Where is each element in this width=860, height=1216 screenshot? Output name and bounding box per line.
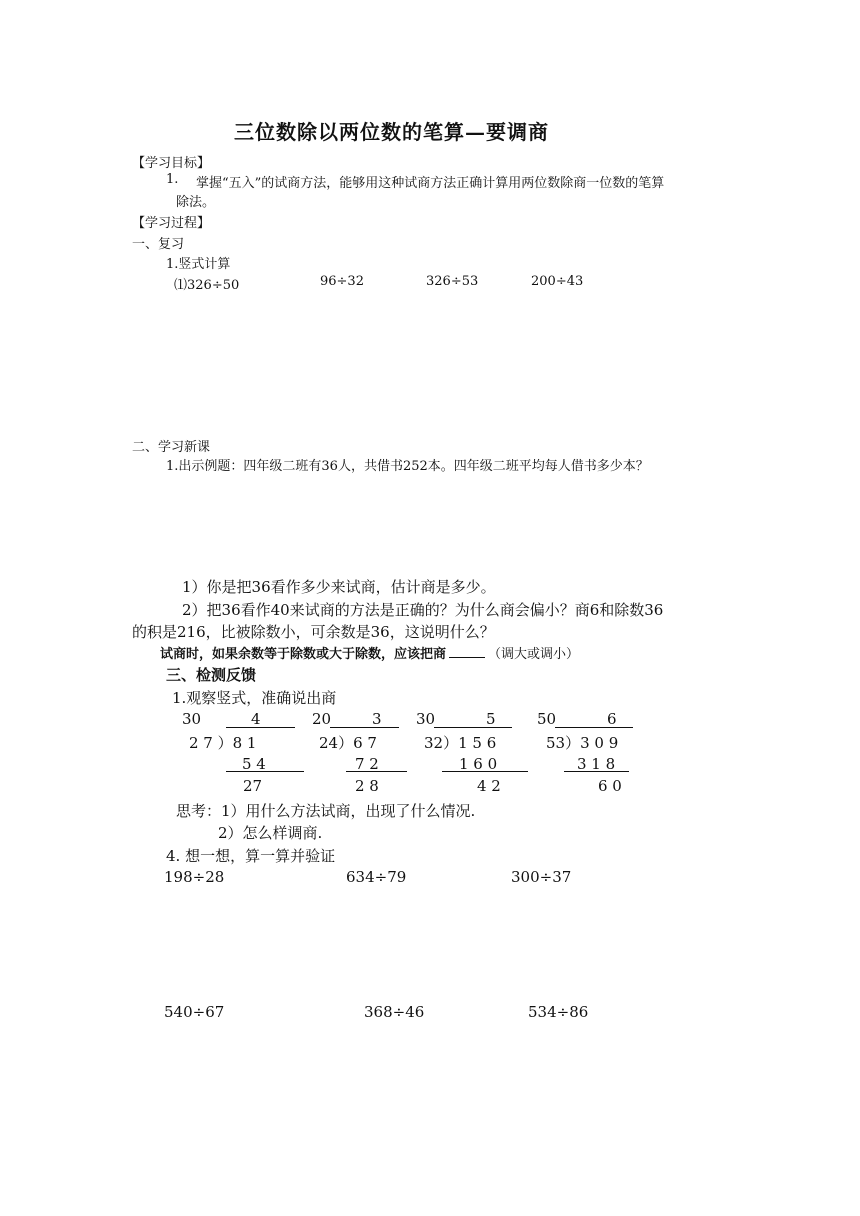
- division-2-quotient: 3: [372, 710, 382, 728]
- division-3-product-line: [442, 771, 528, 772]
- objective-text-line2: 除法。: [176, 195, 216, 210]
- new-lesson-heading: 二、学习新课: [132, 440, 211, 455]
- division-2-trial: 20: [312, 710, 332, 728]
- review-sub: 1.竖式计算: [166, 257, 231, 272]
- review-problem-4: 200÷43: [531, 274, 584, 289]
- division-4-remainder: 6 0: [598, 777, 622, 795]
- practice-problem-1: 198÷28: [164, 868, 225, 886]
- division-2-quotient-line: [330, 727, 399, 728]
- division-1-divisor-dividend: 2 7 ）8 1: [189, 734, 257, 752]
- division-1-product-line: [226, 771, 304, 772]
- question-1: 1）你是把36看作多少来试商，估计商是多少。: [182, 578, 496, 596]
- practice-problem-3: 300÷37: [511, 868, 572, 886]
- division-3-quotient: 5: [486, 710, 496, 728]
- review-problem-2: 96÷32: [320, 274, 364, 289]
- example-problem: 1.出示例题：四年级二班有36人，共借书252本。四年级二班平均每人借书多少本？: [166, 459, 649, 474]
- process-heading: 【学习过程】: [132, 216, 211, 231]
- practice-problem-4: 540÷67: [164, 1003, 225, 1021]
- division-3-trial: 30: [416, 710, 436, 728]
- division-2-remainder: 2 8: [355, 777, 379, 795]
- division-4-quotient: 6: [607, 710, 617, 728]
- division-1-quotient-line: [226, 727, 295, 728]
- practice-heading: 4. 想一想，算一算并验证: [166, 847, 336, 865]
- division-2-divisor-dividend: 24）6 7: [319, 734, 377, 752]
- practice-problem-5: 368÷46: [364, 1003, 425, 1021]
- objective-number: 1.: [166, 172, 179, 187]
- division-1-remainder: 27: [243, 777, 263, 795]
- division-4-product-line: [564, 771, 629, 772]
- practice-problem-2: 634÷79: [346, 868, 407, 886]
- division-1-product: 5 4: [242, 755, 266, 773]
- division-3-product: 1 6 0: [459, 755, 498, 773]
- rule-hint: （调大或调小）: [488, 647, 580, 662]
- division-4-product: 3 1 8: [577, 755, 616, 773]
- division-2-product-line: [346, 771, 407, 772]
- rule-text: 试商时，如果余数等于除数或大于除数，应该把商: [160, 647, 447, 662]
- review-problem-1: ⑴326÷50: [174, 278, 240, 293]
- answer-blank[interactable]: [449, 645, 485, 658]
- practice-problem-6: 534÷86: [528, 1003, 589, 1021]
- question-2-line1: 2）把36看作40来试商的方法是正确的？为什么商会偏小？商6和除数36: [182, 601, 664, 619]
- review-heading: 一、复习: [132, 237, 185, 252]
- review-problem-3: 326÷53: [426, 274, 479, 289]
- feedback-heading: 三、检测反馈: [166, 666, 257, 684]
- question-2-line2: 的积是216，比被除数小，可余数是36，这说明什么？: [132, 623, 495, 641]
- division-4-quotient-line: [555, 727, 633, 728]
- objective-text-line1: 掌握“五入”的试商方法，能够用这种试商方法正确计算用两位数除商一位数的笔算: [196, 176, 665, 191]
- think-line-2: 2）怎么样调商.: [218, 824, 323, 842]
- division-1-quotient: 4: [251, 710, 261, 728]
- objectives-heading: 【学习目标】: [132, 156, 211, 171]
- division-2-product: 7 2: [355, 755, 379, 773]
- feedback-sub: 1.观察竖式，准确说出商: [172, 689, 337, 707]
- page-title: 三位数除以两位数的笔算—要调商: [234, 120, 549, 144]
- think-line-1: 思考：1）用什么方法试商，出现了什么情况.: [176, 802, 476, 820]
- division-4-trial: 50: [537, 710, 557, 728]
- division-4-divisor-dividend: 53）3 0 9: [546, 734, 619, 752]
- division-3-quotient-line: [434, 727, 512, 728]
- rule-sentence: [160, 643, 579, 662]
- division-3-remainder: 4 2: [477, 777, 501, 795]
- division-3-divisor-dividend: 32）1 5 6: [424, 734, 497, 752]
- division-1-trial: 30: [182, 710, 202, 728]
